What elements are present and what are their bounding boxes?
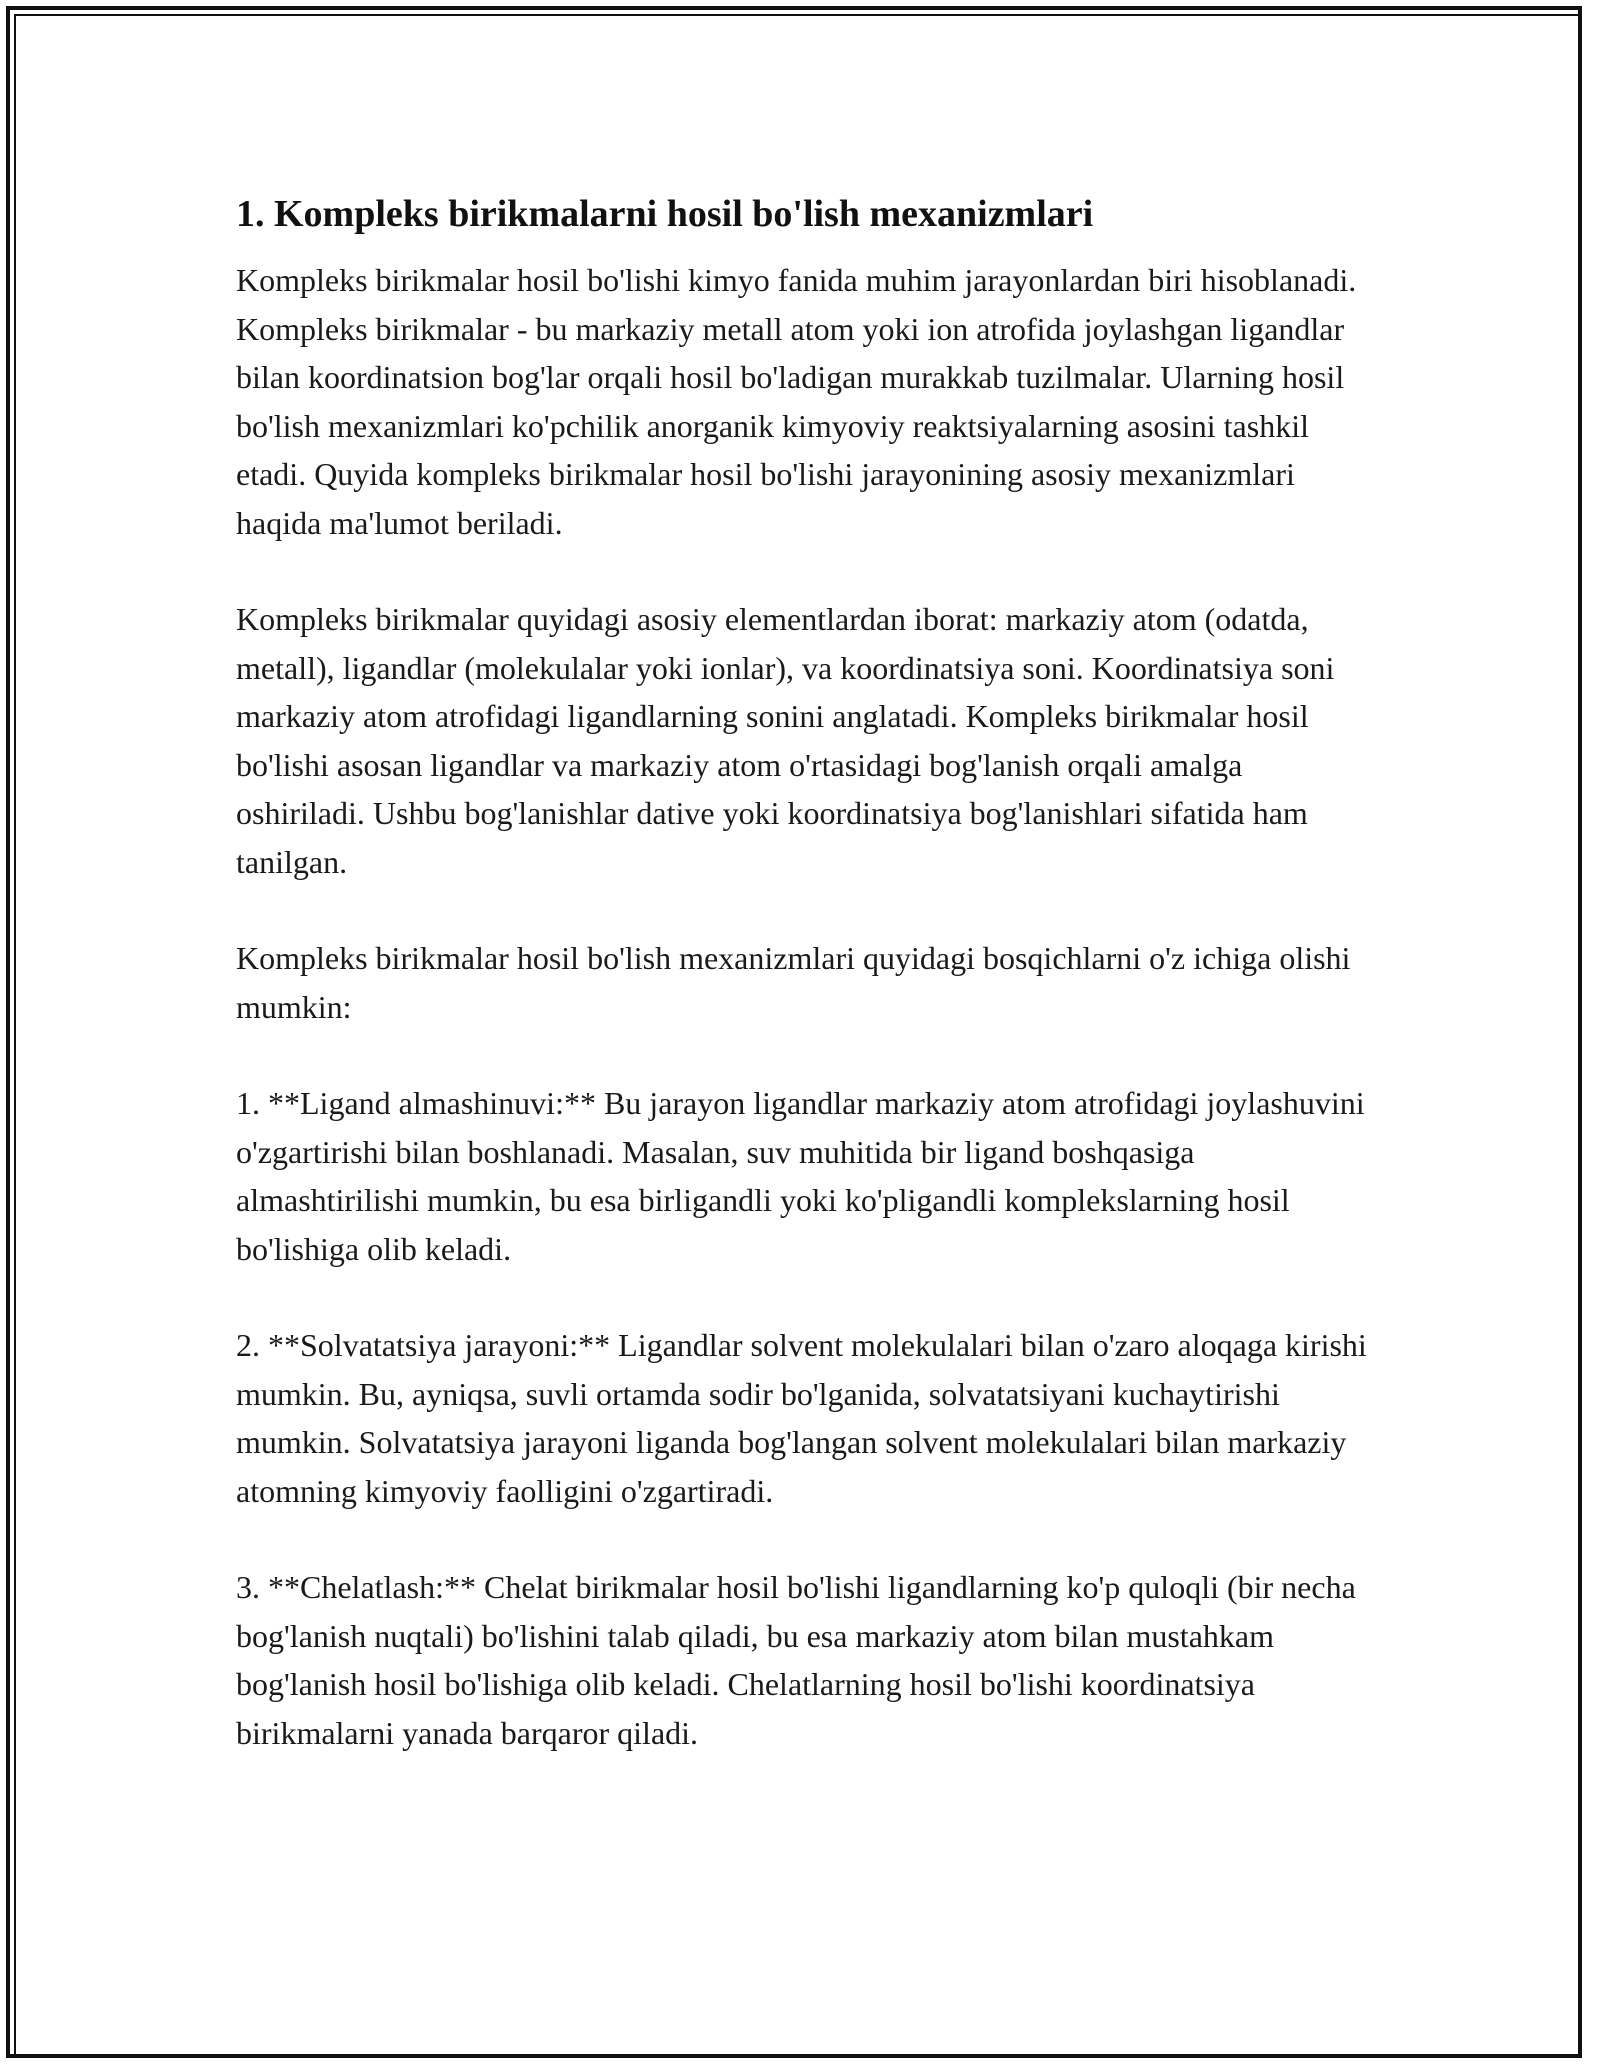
paragraph-stages-intro: Kompleks birikmalar hosil bo'lish mexanizmlari quyidagi bosqichlarni o'z ichiga olishi mumkin: [236, 940, 1351, 1025]
paragraph-ligand-exchange: 1. **Ligand almashinuvi:** Bu jarayon ligandlar markaziy atom atrofidagi joylashuvini o'zgartirishi bilan boshlanadi. Masalan, suv muhitida bir ligand boshqasiga almashtirilishi mumkin, bu esa birligandli yoki ko'pligandli komplekslarning hosil bo'lishiga olib keladi. [236, 1085, 1365, 1267]
paragraph-chelation: 3. **Chelatlash:** Chelat birikmalar hosil bo'lishi ligandlarning ko'p quloqli (bir necha bog'lanish nuqtali) bo'lishini talab qiladi, bu esa markaziy atom bilan mustahkam bog'lanish hosil bo'lishiga olib keladi. Chelatlarning hosil bo'lishi koordinatsiya birikmalarni yanada barqaror qiladi. [236, 1569, 1356, 1751]
paragraph-solvation: 2. **Solvatatsiya jarayoni:** Ligandlar solvent molekulalari bilan o'zaro aloqaga kirishi mumkin. Bu, ayniqsa, suvli ortamda sodir bo'lganida, solvatatsiyani kuchaytirishi mumkin. Solvatatsiya jarayoni liganda bog'langan solvent molekulalari bilan markaziy atomning kimyoviy faolligini o'zgartiradi. [236, 1327, 1367, 1509]
document-body [236, 190, 1376, 1805]
paragraph-intro: Kompleks birikmalar hosil bo'lishi kimyo fanida muhim jarayonlardan biri hisoblanadi. Kompleks birikmalar - bu markaziy metall atom yoki ion atrofida joylashgan ligandlar bilan koordinatsion bog'lar orqali hosil bo'ladigan murakkab tuzilmalar. Ularning hosil bo'lish mexanizmlari ko'pchilik anorganik kimyoviy reaktsiyalarning asosini tashkil etadi. Quyida kompleks birikmalar hosil bo'lishi jarayonining asosiy mexanizmlari haqida ma'lumot beriladi. [236, 262, 1357, 541]
paragraph-elements: Kompleks birikmalar quyidagi asosiy elementlardan iborat: markaziy atom (odatda, metall), ligandlar (molekulalar yoki ionlar), va koordinatsiya soni. Koordinatsiya soni markaziy atom atrofidagi ligandlarning sonini anglatadi. Kompleks birikmalar hosil bo'lishi asosan ligandlar va markaziy atom o'rtasidagi bog'lanish orqali amalga oshiriladi. Ushbu bog'lanishlar dative yoki koordinatsiya bog'lanishlari sifatida ham tanilgan. [236, 601, 1335, 880]
section-heading: 1. Kompleks birikmalarni hosil bo'lish mexanizmlari [236, 193, 1094, 235]
